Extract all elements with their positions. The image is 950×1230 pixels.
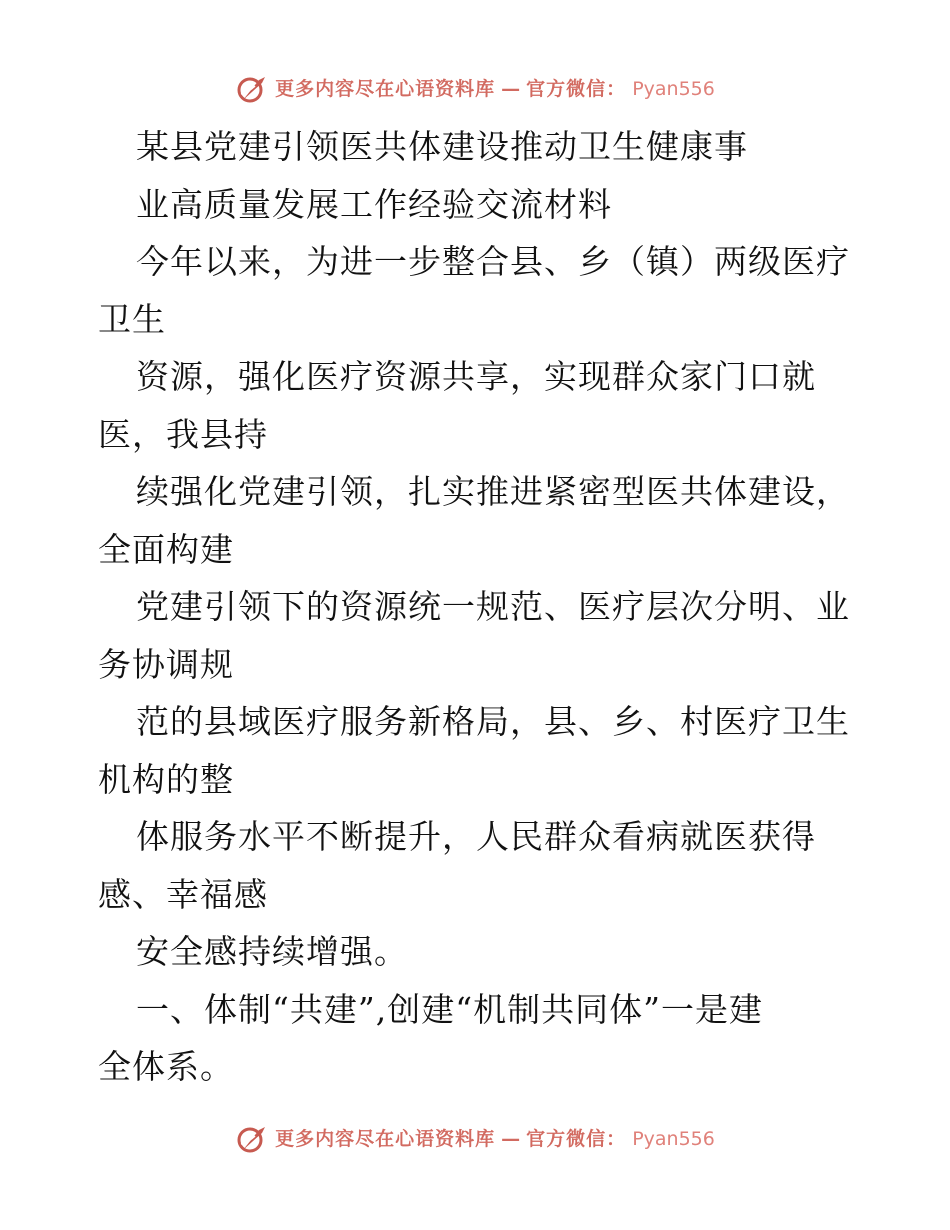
text-line: 范的县域医疗服务新格局，县、乡、村医疗卫生 bbox=[136, 702, 850, 741]
text-line: 全面构建 bbox=[98, 529, 234, 569]
text-line: 今年以来，为进一步整合县、乡（镇）两级医疗 bbox=[136, 242, 850, 281]
text-line: 体服务水平不断提升，人民群众看病就医获得 bbox=[136, 817, 816, 856]
text-line: 机构的整 bbox=[98, 759, 234, 799]
text-line: 医，我县持 bbox=[98, 414, 268, 454]
document-body bbox=[98, 118, 858, 1096]
text-line: 党建引领下的资源统一规范、医疗层次分明、业 bbox=[136, 587, 850, 626]
text-line: 续强化党建引领，扎实推进紧密型医共体建设， bbox=[136, 472, 850, 511]
watermark-id: Pyan556 bbox=[632, 1128, 715, 1150]
text-line: 卫生 bbox=[98, 299, 166, 339]
watermark-separator: — bbox=[501, 1128, 521, 1150]
text-line: 资源，强化医疗资源共享，实现群众家门口就 bbox=[136, 357, 816, 396]
watermark-cn-text: 更多内容尽在心语资料库 bbox=[275, 78, 496, 100]
watermark-suffix: 官方微信： bbox=[526, 78, 627, 100]
text-line: 安全感持续增强。 bbox=[136, 932, 408, 971]
text-line: 业高质量发展工作经验交流材料 bbox=[136, 184, 612, 224]
text-line: 某县党建引领医共体建设推动卫生健康事 bbox=[136, 127, 748, 166]
watermark-cn-text: 更多内容尽在心语资料库 bbox=[275, 1128, 496, 1150]
watermark-id: Pyan556 bbox=[632, 78, 715, 100]
text-line: 务协调规 bbox=[98, 644, 234, 684]
feather-pen-logo-icon bbox=[235, 1124, 269, 1154]
watermark-suffix: 官方微信： bbox=[526, 1128, 627, 1150]
feather-pen-logo-icon bbox=[235, 74, 269, 104]
header-watermark bbox=[0, 74, 950, 104]
text-line: 一、体制“共建”,创建“机制共同体”一是建 bbox=[136, 989, 763, 1029]
footer-watermark bbox=[0, 1124, 950, 1154]
text-line: 全体系。 bbox=[98, 1047, 234, 1086]
text-line: 感、幸福感 bbox=[98, 874, 268, 914]
watermark-separator: — bbox=[501, 78, 521, 100]
